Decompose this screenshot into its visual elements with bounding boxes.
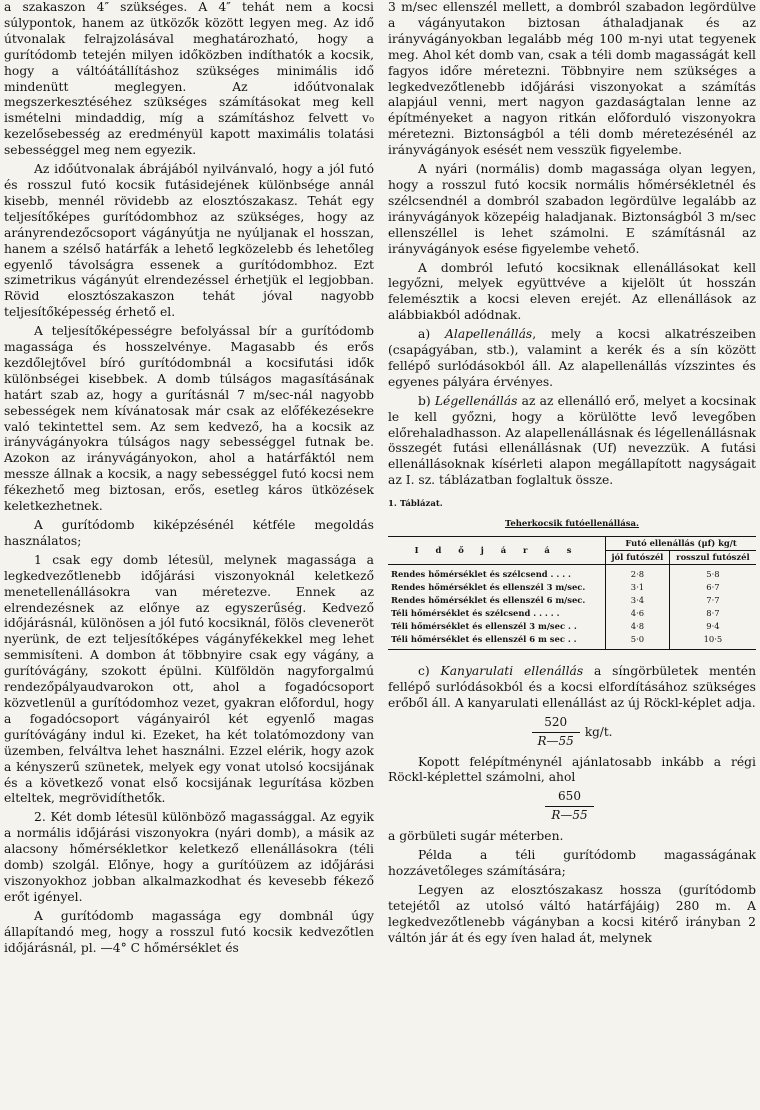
fraction bbox=[532, 715, 580, 750]
table-cell-good: 4·6 bbox=[606, 607, 670, 620]
paragraph: 3 m/sec ellenszél mellett, a dombról szabadon legördülve a vágányutakon biztosan áthaladjanak és az irányvágányokban legalább még 100 m-nyi utat tegyenek meg. Ahol két domb van, csak a téli domb magasságát kell fagyos időre méretezni. Többnyire nem szükséges a legkedvezőtlenebb időjárási viszonyokat a számítás alapjául venni, mert nagyon gazdaságtalan lenne az építményeket a nagyon ritkán előforduló viszonyokra méretezni. Biztonságból a téli domb méretezésénél az irányvágányok esését nem vesszük figyelembe. bbox=[388, 0, 756, 158]
table-title: Teherkocsik futóellenállása. bbox=[504, 519, 640, 530]
table-cell-bad: 9·4 bbox=[706, 621, 720, 631]
paragraph-curve-resistance bbox=[388, 664, 756, 712]
paragraph: 1 csak egy domb létesül, melynek magassága a legkedvezőtlenebb időjárási viszonyoknál keletkező menetellenállásokra van méretezve. Ennek az elrendezésnek az előnye az egyszerűség. Kedvező időjárásnál, különösen a jól futó kocsiknál, fölös cleveneröt nyerünk, de ezt teljesítőképes vágányfékekkel meg lehet semmisíteni. A dombon át többnyire csak egy vágány, a gurítóvágány, szokott épülni. Külföldön nagyforgalmú rendezőpályaudvarokon ott, ahol a fogadócsoport közvetlenül a gurítódomhoz vezet, gyakran előfordul, hogy a fogadócsoport vágányairól két egyenlő magas gurítóvágány indul ki. Ezeket, ha két tolatómozdony van üzemben, felváltva lehet használni. Ezzel elérik, hogy azok a kényszerű szünetek, melyek egy vonat utolsó kocsijának és a következő vonat első kocsijának legurítása közben elteltek, megrövidíthetők. bbox=[4, 552, 374, 806]
resistance-table-block bbox=[388, 497, 756, 650]
paragraph: A dombról lefutó kocsiknak ellenállásokat kell legyőzni, melyek együttvéve a kijelölt út hosszán felemésztik a kocsi eleven erejét. Az ellenállások az alábbiakból adódnak. bbox=[388, 260, 756, 323]
formula-unit: kg/t. bbox=[584, 724, 613, 739]
table-cell-good: 3·1 bbox=[606, 581, 670, 594]
formula-old-rockl bbox=[388, 789, 756, 824]
fraction-denominator: R—55 bbox=[537, 733, 574, 748]
formula-new-rockl bbox=[388, 715, 756, 750]
resistance-table bbox=[388, 536, 756, 650]
paragraph: a görbületi sugár méterben. bbox=[388, 829, 564, 844]
item-label: c) bbox=[418, 664, 441, 678]
table-cell-condition: Téli hőmérséklet és szélcsend . . . . . bbox=[388, 607, 606, 620]
table-cell-condition: Rendes hőmérséklet és szélcsend . . . . bbox=[388, 565, 606, 582]
paragraph: A gurítódomb kiképzésénél kétféle megoldás használatos; bbox=[4, 518, 374, 548]
column-header-weather: I d ő j á r á s bbox=[388, 537, 606, 565]
paragraph: A nyári (normális) domb magassága olyan legyen, hogy a rosszul futó kocsik normális hőmérsékletnél és szélcsendnél a dombról szabadon legördülve legalább az irányvágányok közepéig haladjanak. Biztonságból 3 m/sec ellenszéllel is lehet számolni. E számításnál az irányvágányok esése figyelembe vehető. bbox=[388, 162, 756, 256]
item-text: az az ellenálló erő, melyet a kocsinak le kell győzni, hogy a körülötte levő levegőben előrehaladhasson. Az alapellenállásnak és légellenállásnak összegét futási ellenállásnak (Uf) nevezzük. A futási ellenállásoknak kísérleti alapon megállapított nagyságait az I. sz. táblázatban foglaltuk össze. bbox=[388, 393, 756, 488]
term: Légellenállás bbox=[434, 393, 518, 408]
paragraph: A teljesítőképességre befolyással bír a gurítódomb magassága és hosszelvénye. Magasabb és erős kezdőlejtővel bíró gurítódombnál a kocsifutási idők különbségei kisebbek. A domb túlságos magasításának határt szab az, hogy a gurításnál 7 m/sec-nál nagyobb sebességek nem kívánatosak már csak az előfékezésekre való tekintettel sem. Az sem kedvező, ha a kocsik az irányvágányokra túlságos nagy sebességgel futnak be. Azokon az irányvágányokon, ahol a határfáktól nem messze állnak a kocsik, a nagy sebességgel futó kocsi nem fékezhető meg biztosan, erős, esetleg káros ütközések keletkezhetnek. bbox=[4, 324, 374, 514]
table-label: 1. Táblázat. bbox=[388, 499, 443, 510]
paragraph: Példa a téli gurítódomb magasságának hozzávetőleges számítására; bbox=[388, 848, 756, 878]
fraction-numerator: 650 bbox=[545, 789, 593, 807]
item-text: , mely a kocsi alkatrészeiben (csapágyában, stb.), valamint a kerék és a sín között fellépő surlódásokból áll. Az alapellenállás vízszintes és egyenes pályára érvényes. bbox=[388, 327, 756, 389]
table-row bbox=[388, 633, 756, 650]
table-cell-bad: 6·7 bbox=[706, 582, 720, 592]
table-cell-good: 5·0 bbox=[606, 633, 670, 650]
fraction-numerator: 520 bbox=[532, 715, 580, 733]
item-label: a) bbox=[418, 327, 446, 342]
table-cell-condition: Rendes hőmérséklet és ellenszél 3 m/sec. bbox=[388, 581, 606, 594]
paragraph: Legyen az elosztószakasz hossza (gurítódomb tetejétől az utolsó váltó határfájáig) 280 m. A legkedvezőtlenebb vágányban a kocsi kitérő irányban 2 váltón jár át és egy íven halad át, melynek bbox=[388, 882, 756, 945]
column-header-good: jól futószél bbox=[606, 551, 670, 565]
table-row bbox=[388, 581, 756, 594]
term: Kanyarulati ellenállás bbox=[440, 664, 584, 678]
table-row bbox=[388, 565, 756, 582]
paragraph-air-resistance bbox=[388, 394, 756, 489]
table-cell-bad: 5·8 bbox=[706, 569, 720, 579]
table-cell-bad: 7·7 bbox=[706, 595, 720, 605]
fraction bbox=[545, 789, 593, 824]
fraction-denominator: R—55 bbox=[551, 808, 588, 823]
paragraph-base-resistance bbox=[388, 327, 756, 391]
table-cell-bad: 8·7 bbox=[706, 608, 720, 618]
item-label: b) bbox=[418, 393, 435, 408]
paragraph: Kopott felépítménynél ajánlatosabb inkább a régi Röckl-képlettel számolni, ahol bbox=[388, 754, 756, 785]
paragraph: a szakaszon 4″ szükséges. A 4″ tehát nem a kocsi súlypontok, hanem az ütközők között legyen meg. Az idő útvonalak felrajzolásával meghatározható, hogy a gurítódomb tetején milyen időközben indíthatók a kocsik, hogy a váltóátállításhoz szükséges minimális idő mindenütt meglegyen. Az időútvonalak megszerkesztéséhez szükséges számításokat meg kell ismételni mindaddig, míg a számításhoz felvett v₀ kezelősebesség az eredményül kapott maximális tolatási sebességgel meg nem egyezik. bbox=[4, 0, 374, 158]
table-cell-condition: Téli hőmérséklet és ellenszél 6 m sec . . bbox=[388, 633, 606, 650]
table-cell-good: 3·4 bbox=[606, 594, 670, 607]
column-header-resistance: Futó ellenállás (μf) kg/t bbox=[606, 537, 756, 551]
term: Alapellenállás bbox=[445, 327, 533, 342]
table-cell-good: 2·8 bbox=[606, 565, 670, 582]
item-text: a síngörbületek mentén fellépő surlódásokból és a kocsi elfordításához szükséges erőből áll. A kanyarulati ellenállást az új Röckl-képlet adja. bbox=[388, 664, 756, 710]
table-row bbox=[388, 620, 756, 633]
table-cell-good: 4·8 bbox=[606, 620, 670, 633]
left-column bbox=[4, 0, 374, 1110]
table-cell-bad: 10·5 bbox=[703, 634, 723, 644]
paragraph: A gurítódomb magassága egy dombnál úgy állapítandó meg, hogy a rosszul futó kocsik kedvezőtlen időjárásnál, pl. —4° C hőmérséklet és bbox=[4, 908, 374, 955]
table-cell-condition: Rendes hőmérséklet és ellenszél 6 m/sec. bbox=[388, 594, 606, 607]
column-header-bad: rosszul futószél bbox=[669, 551, 756, 565]
table-row bbox=[388, 607, 756, 620]
paragraph: Az időútvonalak ábrájából nyilvánvaló, hogy a jól futó és rosszul futó kocsik futásidejének különbsége annál kisebb, mennél rövidebb az elosztószakasz. Tehát egy teljesítőképes gurítódombhoz az szükséges, hogy az arányrendezőcsoport vágányútja ne nyúljanak el hosszan, hanem a szélső határfák a lehető legközelebb és lehetőleg egyenlő távolságra essenek a gurítódombhoz. Ezt szimetrikus vágányút elrendezéssel érhetjük el legjobban. Rövid elosztószakaszon tehát jóval nagyobb teljesítőképesség érhető el. bbox=[4, 162, 374, 320]
right-column bbox=[388, 0, 756, 1110]
paragraph: 2. Két domb létesül különböző magassággal. Az egyik a normális időjárási viszonyokra (nyári domb), a másik az alacsony hőmérsékletkor keletkező ellenállásokra (téli domb) szolgál. Előnye, hogy a gurítóüzem az időjárási viszonyokhoz jobban alkalmazkodhat és kevesebb fékező erőt igényel. bbox=[4, 810, 374, 904]
table-row bbox=[388, 594, 756, 607]
table-cell-condition: Téli hőmérséklet és ellenszél 3 m/sec . . bbox=[388, 620, 606, 633]
